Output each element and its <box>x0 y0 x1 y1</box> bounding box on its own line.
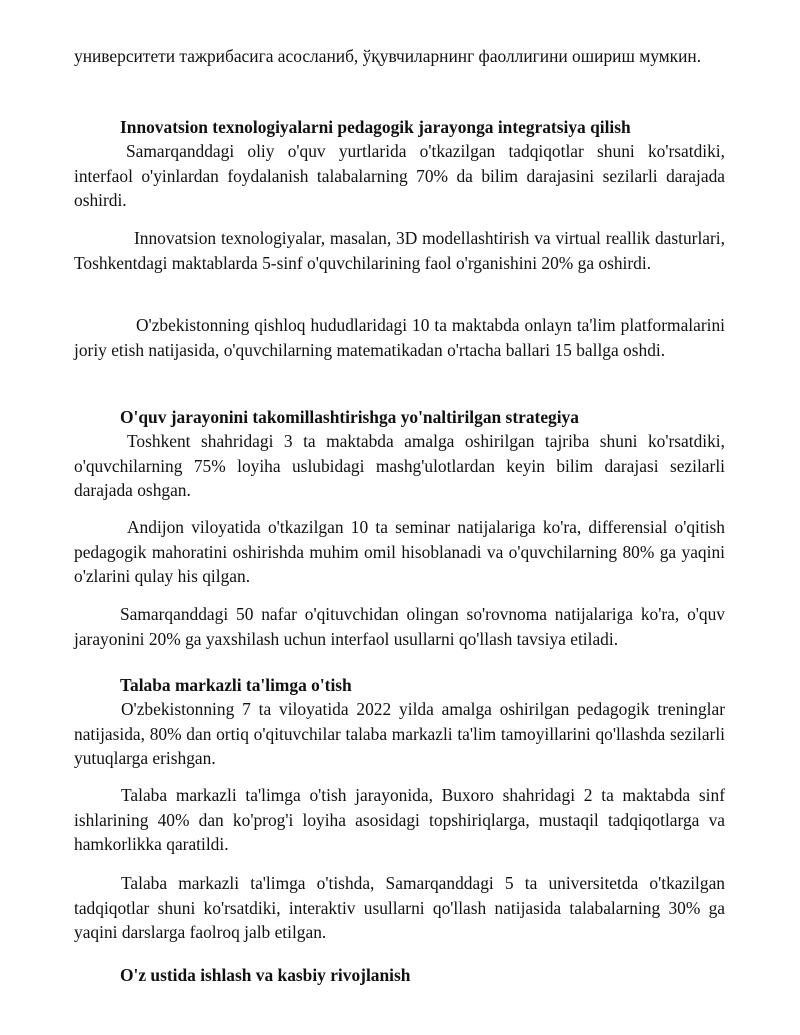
section-heading-self-development: O'z ustida ishlash va kasbiy rivojlanish <box>120 965 411 985</box>
intro-paragraph: университети тажрибасига асосланиб, ўқувчиларнинг фаоллигини ошириш мумкин. <box>74 46 702 66</box>
paragraph-strategy-1: Toshkent shahridagi 3 ta maktabda amalga oshirilgan tajriba shuni ko'rsatdiki, o'quvchilarning 75% loyiha uslubidagi mashg'ulotlardan keyin bilim darajasi sezilarli darajada oshgan. <box>74 431 725 500</box>
paragraph-student-centered-3: Talaba markazli ta'limga o'tishda, Samarqanddagi 5 ta universitetda o'tkazilgan tadqiqotlar shuni ko'rsatdiki, interaktiv usullarni qo'llash natijasida talabalarning 30% ga yaqini darslarga faolroq jalb etilgan. <box>74 873 725 942</box>
paragraph-student-centered-2: Talaba markazli ta'limga o'tish jarayonida, Buxoro shahridagi 2 ta maktabda sinf ishlarining 40% dan ko'prog'i loyiha asosidagi topshiriqlarga, mustaqil tadqiqotlarga va hamkorlikka qaratildi. <box>74 785 725 854</box>
section-heading-strategy: O'quv jarayonini takomillashtirishga yo'naltirilgan strategiya <box>120 407 579 427</box>
section-heading-student-centered: Talaba markazli ta'limga o'tish <box>120 675 352 695</box>
paragraph-innovation-1: Samarqanddagi oliy o'quv yurtlarida o'tkazilgan tadqiqotlar shuni ko'rsatdiki, interfaol o'yinlardan foydalanish talabalarning 70% da bilim darajasini sezilarli darajada oshirdi. <box>74 141 725 210</box>
paragraph-student-centered-1: O'zbekistonning 7 ta viloyatida 2022 yilda amalga oshirilgan pedagogik treninglar natijasida, 80% dan ortiq o'qituvchilar talaba markazli ta'lim tamoyillarini qo'llashda sezilarli yutuqlarga erishgan. <box>74 699 725 768</box>
paragraph-innovation-2: Innovatsion texnologiyalar, masalan, 3D modellashtirish va virtual reallik dasturlari, Toshkentdagi maktablarda 5-sinf o'quvchilarining faol o'rganishini 20% ga oshirdi. <box>74 228 725 273</box>
paragraph-innovation-3: O'zbekistonning qishloq hududlaridagi 10 ta maktabda onlayn ta'lim platformalarini joriy etish natijasida, o'quvchilarning matematikadan o'rtacha ballari 15 ballga oshdi. <box>74 315 725 360</box>
paragraph-strategy-3: Samarqanddagi 50 nafar o'qituvchidan olingan so'rovnoma natijalariga ko'ra, o'quv jarayonini 20% ga yaxshilash uchun interfaol usullarni qo'llash tavsiya etiladi. <box>74 604 725 649</box>
section-heading-innovation: Innovatsion texnologiyalarni pedagogik jarayonga integratsiya qilish <box>120 117 631 137</box>
paragraph-strategy-2: Andijon viloyatida o'tkazilgan 10 ta seminar natijalariga ko'ra, differensial o'qitish pedagogik mahoratini oshirishda muhim omil hisoblanadi va o'quvchilarning 80% ga yaqini o'zlarini qulay his qilgan. <box>74 517 725 586</box>
